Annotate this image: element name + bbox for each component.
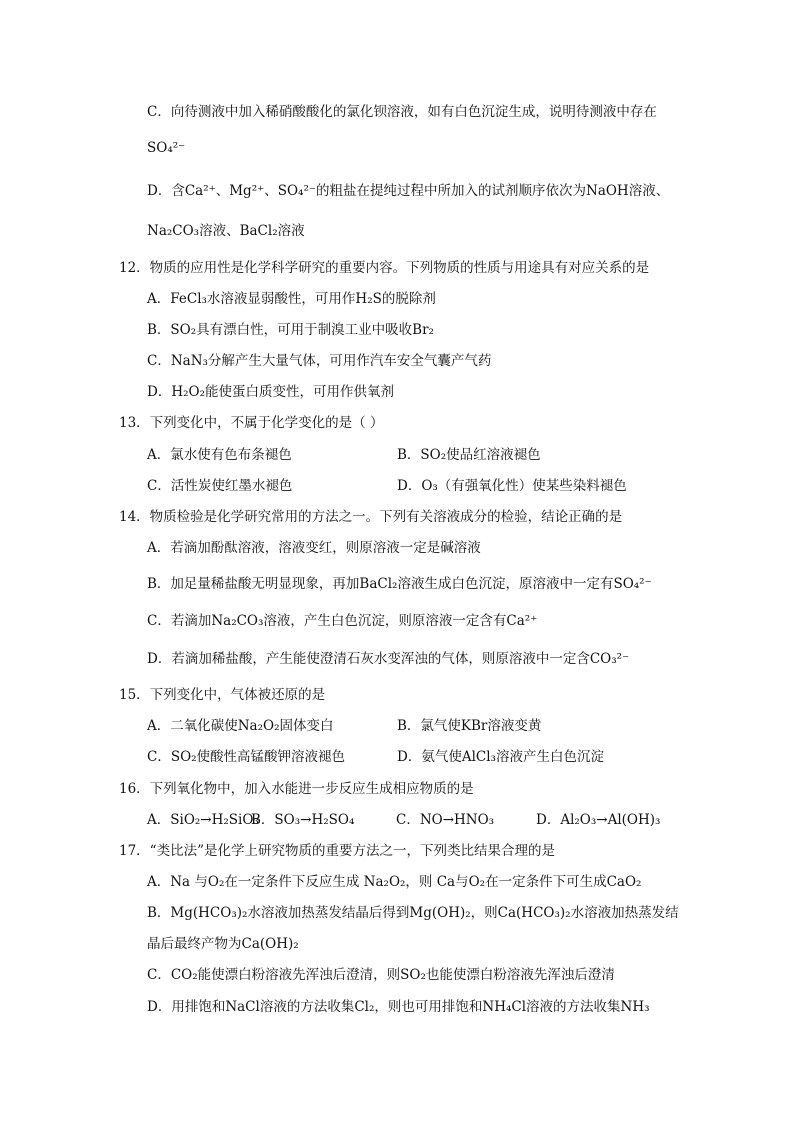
question-16-option-c: C．NO→HNO₃: [396, 812, 495, 828]
question-12-option-c: C．NaN₃分解产生大量气体，可用作汽车安全气囊产气药: [147, 353, 492, 369]
question-15-option-c: C．SO₂使酸性高锰酸钾溶液褪色: [147, 749, 346, 765]
q11-option-c-line1: C．向待测液中加入稀硝酸酸化的氯化钡溶液，如有白色沉淀生成，说明待测液中存在: [147, 104, 657, 120]
question-17-option-a: A．Na 与O₂在一定条件下反应生成 Na₂O₂，则 Ca与O₂在一定条件下可生成CaO₂: [147, 874, 642, 890]
question-16-option-d: D．Al₂O₃→Al(OH)₃: [536, 812, 661, 828]
question-15-option-b: B．氯气使KBr溶液变黄: [397, 718, 542, 734]
question-13-option-a: A．氯水使有色布条褪色: [147, 447, 292, 463]
question-17-stem: 17．“类比法”是化学上研究物质的重要方法之一，下列类比结果合理的是: [119, 843, 555, 859]
question-17-option-d: D．用排饱和NaCl溶液的方法收集Cl₂，则也可用排饱和NH₄Cl溶液的方法收集NH₃: [147, 999, 650, 1015]
question-16-stem: 16．下列氧化物中，加入水能进一步反应生成相应物质的是: [119, 781, 474, 797]
question-13-stem: 13．下列变化中，不属于化学变化的是（ ）: [119, 415, 384, 431]
question-13-option-d: D．O₃（有强氧化性）使某些染料褪色: [397, 478, 627, 494]
question-12-option-a: A．FeCl₃水溶液显弱酸性，可用作H₂S的脱除剂: [147, 291, 436, 307]
question-14-option-a: A．若滴加酚酞溶液，溶液变红，则原溶液一定是碱溶液: [147, 540, 481, 556]
q11-option-c-line2: SO₄²⁻: [147, 140, 186, 156]
question-16-option-b: B．SO₃→H₂SO₄: [251, 812, 355, 828]
question-16-option-a: A．SiO₂→H₂SiO₃: [147, 812, 259, 828]
question-13-option-b: B．SO₂使品红溶液褪色: [397, 447, 541, 463]
question-17-option-b-line2: 晶后最终产物为Ca(OH)₂: [147, 936, 299, 952]
question-12-stem: 12．物质的应用性是化学科学研究的重要内容。下列物质的性质与用途具有对应关系的是: [119, 260, 650, 276]
question-14-stem: 14．物质检验是化学研究常用的方法之一。下列有关溶液成分的检验，结论正确的是: [119, 509, 623, 525]
question-12-option-b: B．SO₂具有漂白性，可用于制溴工业中吸收Br₂: [147, 322, 434, 338]
q11-option-d-line1: D．含Ca²⁺、Mg²⁺、SO₄²⁻的粗盐在提纯过程中所加入的试剂顺序依次为NaOH溶液、: [147, 183, 670, 199]
question-14-option-c: C．若滴加Na₂CO₃溶液，产生白色沉淀，则原溶液一定含有Ca²⁺: [147, 613, 538, 629]
question-15-option-d: D．氨气使AlCl₃溶液产生白色沉淀: [397, 749, 604, 765]
question-12-option-d: D．H₂O₂能使蛋白质变性，可用作供氧剂: [147, 384, 394, 400]
question-15-option-a: A．二氧化碳使Na₂O₂固体变白: [147, 718, 334, 734]
question-15-stem: 15．下列变化中，气体被还原的是: [119, 687, 326, 703]
question-17-option-b-line1: B．Mg(HCO₃)₂水溶液加热蒸发结晶后得到Mg(OH)₂，则Ca(HCO₃)₂水溶液加热蒸发结: [147, 905, 679, 921]
q11-option-d-line2: Na₂CO₃溶液、BaCl₂溶液: [147, 223, 305, 239]
question-14-option-d: D．若滴加稀盐酸，产生能使澄清石灰水变浑浊的气体，则原溶液中一定含CO₃²⁻: [147, 651, 630, 667]
question-17-option-c: C．CO₂能使漂白粉溶液先浑浊后澄清，则SO₂也能使漂白粉溶液先浑浊后澄清: [147, 967, 615, 983]
question-14-option-b: B．加足量稀盐酸无明显现象，再加BaCl₂溶液生成白色沉淀，原溶液中一定有SO₄²⁻: [147, 576, 652, 592]
question-13-option-c: C．活性炭使红墨水褪色: [147, 478, 293, 494]
